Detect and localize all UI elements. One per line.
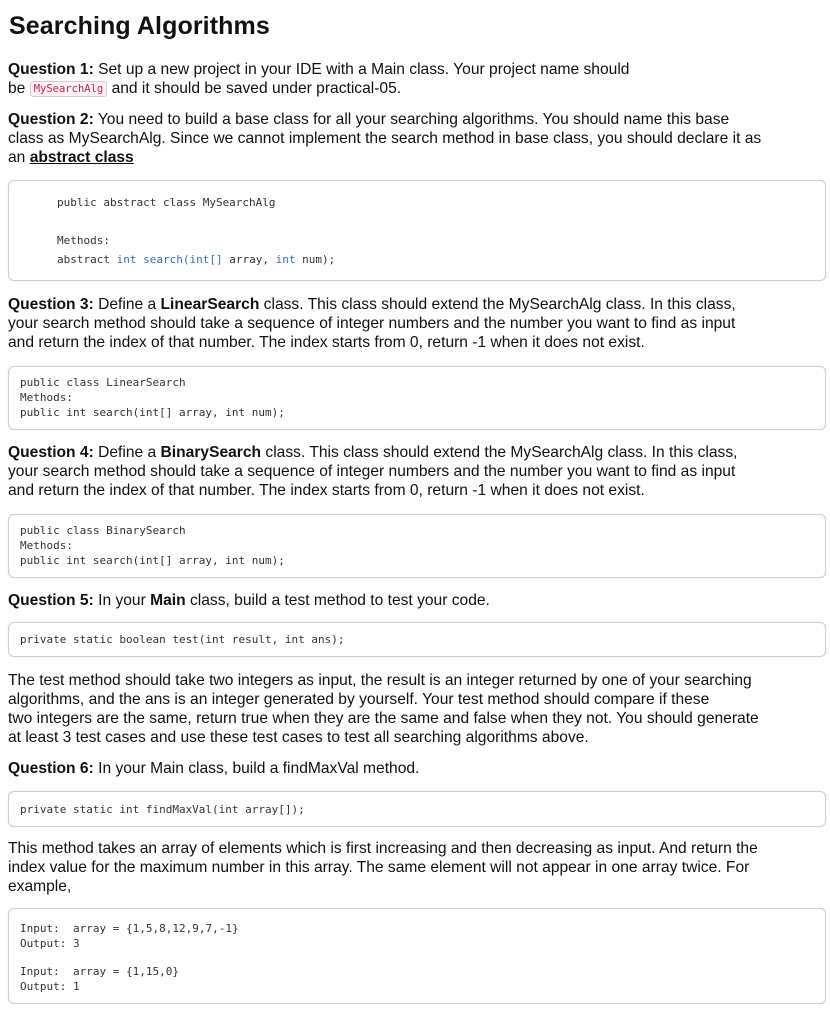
code-block-test-method bbox=[8, 622, 826, 657]
question-4: Question 4: Define a BinarySearch class. This class should extend the MySearchAlg class. In this class, your search method should take a sequence of integer numbers and the number you want to find as input and return the index of that number. The index starts from 0, return -1 when it does not exist. bbox=[8, 443, 823, 500]
code-line: public class BinarySearch bbox=[20, 524, 186, 537]
page-title: Searching Algorithms bbox=[9, 12, 270, 40]
question-1-label: Question 1: bbox=[8, 61, 94, 78]
code-line: public abstract class MySearchAlg bbox=[57, 196, 276, 209]
question-3-label: Question 3: bbox=[8, 296, 94, 313]
code-block-linearsearch bbox=[8, 366, 826, 430]
main-class-term: Main bbox=[150, 592, 186, 609]
code-line: public int search(int[] array, int num); bbox=[20, 554, 285, 567]
question-2-line-2: class as MySearchAlg. Since we cannot implement the search method in base class, you should declare it as bbox=[8, 130, 762, 147]
question-6 bbox=[8, 759, 823, 778]
question-4-line-3: and return the index of that number. The index starts from 0, return -1 when it does not exist. bbox=[8, 482, 645, 499]
code-block-examples bbox=[8, 908, 826, 1004]
question-1-text-pre: be bbox=[8, 80, 30, 97]
desc-line: algorithms, and the ans is an integer generated by yourself. Your test method should compare if these bbox=[8, 691, 710, 708]
desc-line: index value for the maximum number in this array. The same element will not appear in one array twice. For bbox=[8, 859, 750, 876]
question-2 bbox=[8, 110, 823, 167]
code-block-binarysearch bbox=[8, 514, 826, 578]
abstract-class-term: abstract class bbox=[29, 149, 134, 166]
example-input-line: Input: array = {1,5,8,12,9,7,-1} bbox=[20, 922, 239, 935]
example-output-line: Output: 3 bbox=[20, 937, 80, 950]
question-6-label: Question 6: bbox=[8, 760, 94, 777]
code-line: abstract int search(int[] array, int num); bbox=[57, 253, 336, 266]
question-3-line-2: your search method should take a sequence of integer numbers and the number you want to find as input bbox=[8, 315, 736, 332]
question-2-line-3: an bbox=[8, 149, 30, 166]
question-6-text: In your Main class, build a findMaxVal method. bbox=[93, 760, 420, 777]
question-1 bbox=[8, 60, 823, 98]
question-4-line-2: your search method should take a sequence of integer numbers and the number you want to find as input bbox=[8, 463, 736, 480]
code-line: Methods: bbox=[20, 539, 73, 552]
desc-line: This method takes an array of elements which is first increasing and then decreasing as input. And return the bbox=[8, 840, 758, 857]
question-5-label: Question 5: bbox=[8, 592, 94, 609]
code-line: private static boolean test(int result, int ans); bbox=[20, 633, 345, 646]
project-name-code: MySearchAlg bbox=[30, 81, 108, 97]
code-line: Methods: bbox=[57, 234, 110, 247]
code-line: Methods: bbox=[20, 391, 73, 404]
question-5-description bbox=[8, 671, 823, 747]
desc-line: The test method should take two integers as input, the result is an integer returned by one of your searching bbox=[8, 672, 752, 689]
question-5: Question 5: In your Main class, build a test method to test your code. bbox=[8, 592, 490, 609]
question-2-line-1: You need to build a base class for all your searching algorithms. You should name this base bbox=[93, 111, 730, 128]
question-2-label: Question 2: bbox=[8, 111, 94, 128]
example-output-line: Output: 1 bbox=[20, 980, 80, 993]
question-6-description bbox=[8, 839, 823, 896]
desc-line: at least 3 test cases and use these test cases to test all searching algorithms above. bbox=[8, 729, 589, 746]
desc-line: two integers are the same, return true when they are the same and false when they not. You should generate bbox=[8, 710, 759, 727]
code-line: public int search(int[] array, int num); bbox=[20, 406, 285, 419]
code-block-mysearchalg bbox=[8, 180, 826, 281]
question-4-label: Question 4: bbox=[8, 444, 94, 461]
question-3-line-3: and return the index of that number. The index starts from 0, return -1 when it does not exist. bbox=[8, 334, 645, 351]
code-block-findmaxval bbox=[8, 791, 826, 827]
question-1-text: Set up a new project in your IDE with a Main class. Your project name should bbox=[93, 61, 630, 78]
code-line: private static int findMaxVal(int array[]); bbox=[20, 803, 305, 816]
desc-line: example, bbox=[8, 878, 72, 895]
question-1-text-post: and it should be saved under practical-05. bbox=[107, 80, 402, 97]
question-3: Question 3: Define a LinearSearch class. This class should extend the MySearchAlg class. In this class, your search method should take a sequence of integer numbers and the number you want to find as input and return the index of that number. The index starts from 0, return -1 when it does not exist. bbox=[8, 295, 823, 352]
binary-search-term: BinarySearch bbox=[160, 444, 262, 461]
example-input-line: Input: array = {1,15,0} bbox=[20, 965, 179, 978]
code-line: public class LinearSearch bbox=[20, 376, 186, 389]
linear-search-term: LinearSearch bbox=[160, 296, 260, 313]
